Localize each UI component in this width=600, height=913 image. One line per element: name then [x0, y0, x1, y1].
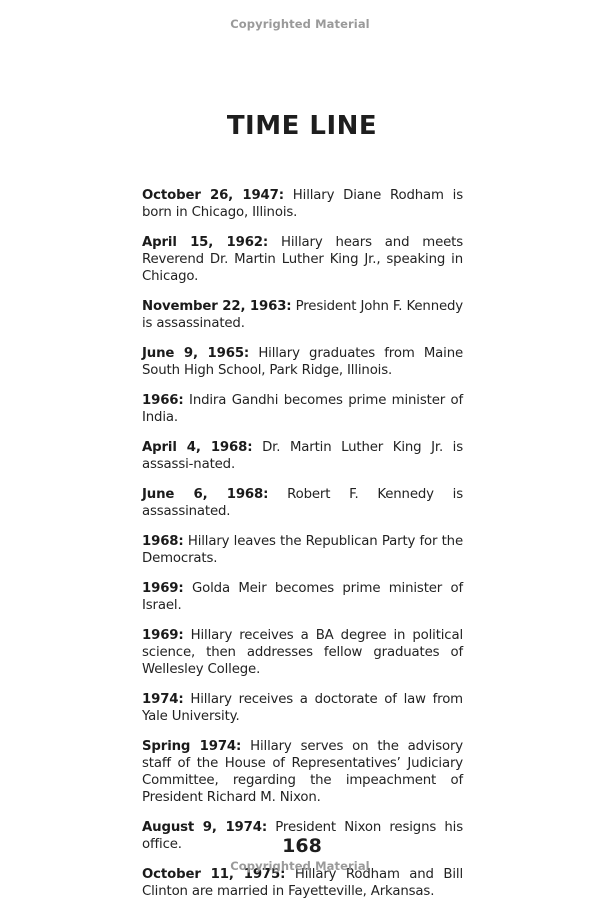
timeline-entry [142, 392, 463, 426]
page-title: TIME LINE [226, 111, 378, 141]
entry-date: 1966: [142, 393, 184, 408]
entry-date: April 4, 1968: [142, 440, 253, 455]
timeline-entry [142, 738, 463, 806]
entry-text: Hillary serves on the advisory staff of the House of Representatives’ Judiciary Committee, regarding the impeachment of President Richard M. Nixon. [142, 739, 463, 805]
timeline-entry [142, 345, 463, 379]
entry-text: Hillary receives a BA degree in political science, then addresses fellow graduates of Wellesley College. [142, 628, 464, 677]
entry-date: 1969: [142, 581, 184, 596]
entry-text: Golda Meir becomes prime minister of Israel. [142, 581, 463, 613]
entry-text: Hillary leaves the Republican Party for the Democrats. [142, 534, 463, 566]
entry-date: October 26, 1947: [142, 188, 284, 203]
timeline-entry [142, 439, 463, 473]
entry-date: 1968: [142, 534, 184, 549]
entry-date: October 11, 1975: [142, 867, 286, 882]
entry-text: Robert F. Kennedy is assassinated. [142, 487, 463, 519]
watermark-top: Copyrighted Material [230, 17, 370, 31]
timeline-entry [142, 627, 463, 678]
entry-text: Dr. Martin Luther King Jr. is assassi-nated. [142, 440, 464, 472]
entry-text: Hillary Rodham and Bill Clinton are married in Fayetteville, Arkansas. [142, 867, 463, 899]
entry-date: 1974: [142, 692, 184, 707]
timeline-entry [142, 691, 463, 725]
timeline-entry [142, 580, 463, 614]
timeline-entry [142, 486, 463, 520]
page-number: 168 [282, 835, 322, 857]
entry-date: June 9, 1965: [142, 346, 250, 361]
watermark-bottom: Copyrighted Material [230, 859, 370, 873]
entry-text: Hillary Diane Rodham is born in Chicago, Illinois. [142, 188, 463, 220]
entry-text: Hillary graduates from Maine South High School, Park Ridge, Illinois. [142, 346, 464, 378]
timeline-entry [142, 234, 463, 285]
timeline-entry [142, 298, 463, 332]
timeline-list [142, 187, 463, 913]
entry-date: June 6, 1968: [142, 487, 269, 502]
entry-date: November 22, 1963: [142, 299, 292, 314]
entry-date: 1969: [142, 628, 184, 643]
entry-text: President John F. Kennedy is assassinated. [142, 299, 464, 331]
entry-text: President Nixon resigns his office. [142, 820, 463, 852]
entry-date: Spring 1974: [142, 739, 242, 754]
entry-date: August 9, 1974: [142, 820, 268, 835]
entry-text: Indira Gandhi becomes prime minister of India. [142, 393, 464, 425]
entry-date: April 15, 1962: [142, 235, 269, 250]
entry-text: Hillary receives a doctorate of law from Yale University. [142, 692, 463, 724]
timeline-entry [142, 533, 463, 567]
entry-text: Hillary hears and meets Reverend Dr. Martin Luther King Jr., speaking in Chicago. [142, 235, 464, 284]
timeline-entry [142, 187, 463, 221]
